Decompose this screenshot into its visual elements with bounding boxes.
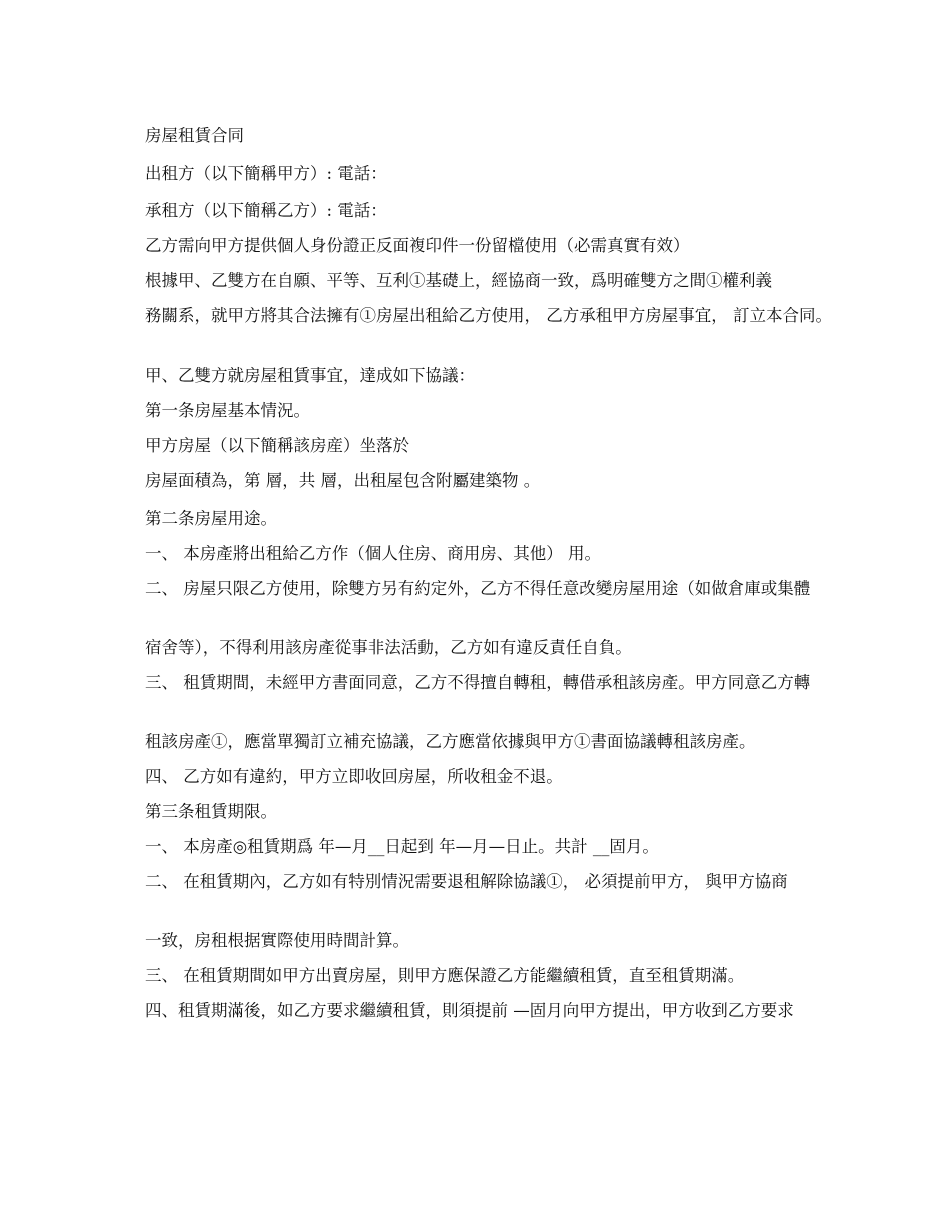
paragraph-agreement: 甲、乙雙方就房屋租賃事宜，達成如下協議： bbox=[112, 366, 475, 385]
article-2-heading: 第二条房屋用途。 bbox=[112, 509, 277, 528]
clause-3-2: 二、 在租賃期內，乙方如有特別情況需要退租解除協議①， 必須提前甲方， 與甲方協商 bbox=[112, 872, 788, 891]
clause-3-2-continued: 一致，房租根据實際使用時間計算。 bbox=[112, 931, 409, 950]
paragraph-location: 甲方房屋（以下簡稱該房産）坐落於 bbox=[112, 436, 409, 455]
clause-2-4: 四、 乙方如有違約，甲方立即收回房屋，所收租金不退。 bbox=[112, 767, 563, 786]
article-1-heading: 第一条房屋基本情況。 bbox=[112, 401, 310, 420]
paragraph-id-copy: 乙方需向甲方提供個人身份證正反面複印件一份留檔使用（必需真實有效） bbox=[112, 236, 690, 255]
clause-2-1: 一、 本房產將出租給乙方作（個人住房、商用房、其他） 用。 bbox=[112, 544, 601, 563]
paragraph-basis-continued: 務關系，就甲方將其合法擁有①房屋出租給乙方使用， 乙方承租甲方房屋事宜， 訂立本合同。 bbox=[112, 306, 832, 325]
clause-3-4: 四、租賃期滿後，如乙方要求繼續租賃，則須提前 —固月向甲方提出，甲方收到乙方要求 bbox=[112, 1001, 794, 1020]
paragraph-basis: 根據甲、乙雙方在自願、平等、互利①基礎上，經協商一致，爲明確雙方之間①權利義 bbox=[112, 271, 772, 290]
paragraph-area: 房屋面積為，第 層，共 層，出租屋包含附屬建築物 。 bbox=[112, 471, 541, 490]
clause-2-2: 二、 房屋只限乙方使用，除雙方另有約定外，乙方不得任意改變房屋用途（如做倉庫或集體 bbox=[112, 579, 811, 598]
clause-3-3: 三、 在租賃期間如甲方出賣房屋，則甲方應保證乙方能繼續租賃，直至租賃期滿。 bbox=[112, 966, 745, 985]
clause-2-3: 三、 租賃期間，未經甲方書面同意，乙方不得擅自轉租，轉借承租該房產。甲方同意乙方轉 bbox=[112, 673, 811, 692]
clause-3-1: 一、 本房產◎租賃期爲 年—月__日起到 年—月—日止。共計 __固月。 bbox=[112, 837, 659, 856]
clause-2-2-continued: 宿舍等），不得利用該房產從事非法活動，乙方如有違反責任自負。 bbox=[112, 638, 632, 657]
document-title: 房屋租賃合同 bbox=[112, 126, 244, 145]
paragraph-lessor: 出租方（以下簡稱甲方）: 電話： bbox=[112, 164, 387, 183]
clause-2-3-continued: 租該房產①，應當單獨訂立補充協議，乙方應當依據與甲方①書面協議轉租該房產。 bbox=[112, 732, 756, 751]
article-3-heading: 第三条租賃期限。 bbox=[112, 802, 277, 821]
paragraph-lessee: 承租方（以下簡稱乙方）: 電話： bbox=[112, 201, 387, 220]
